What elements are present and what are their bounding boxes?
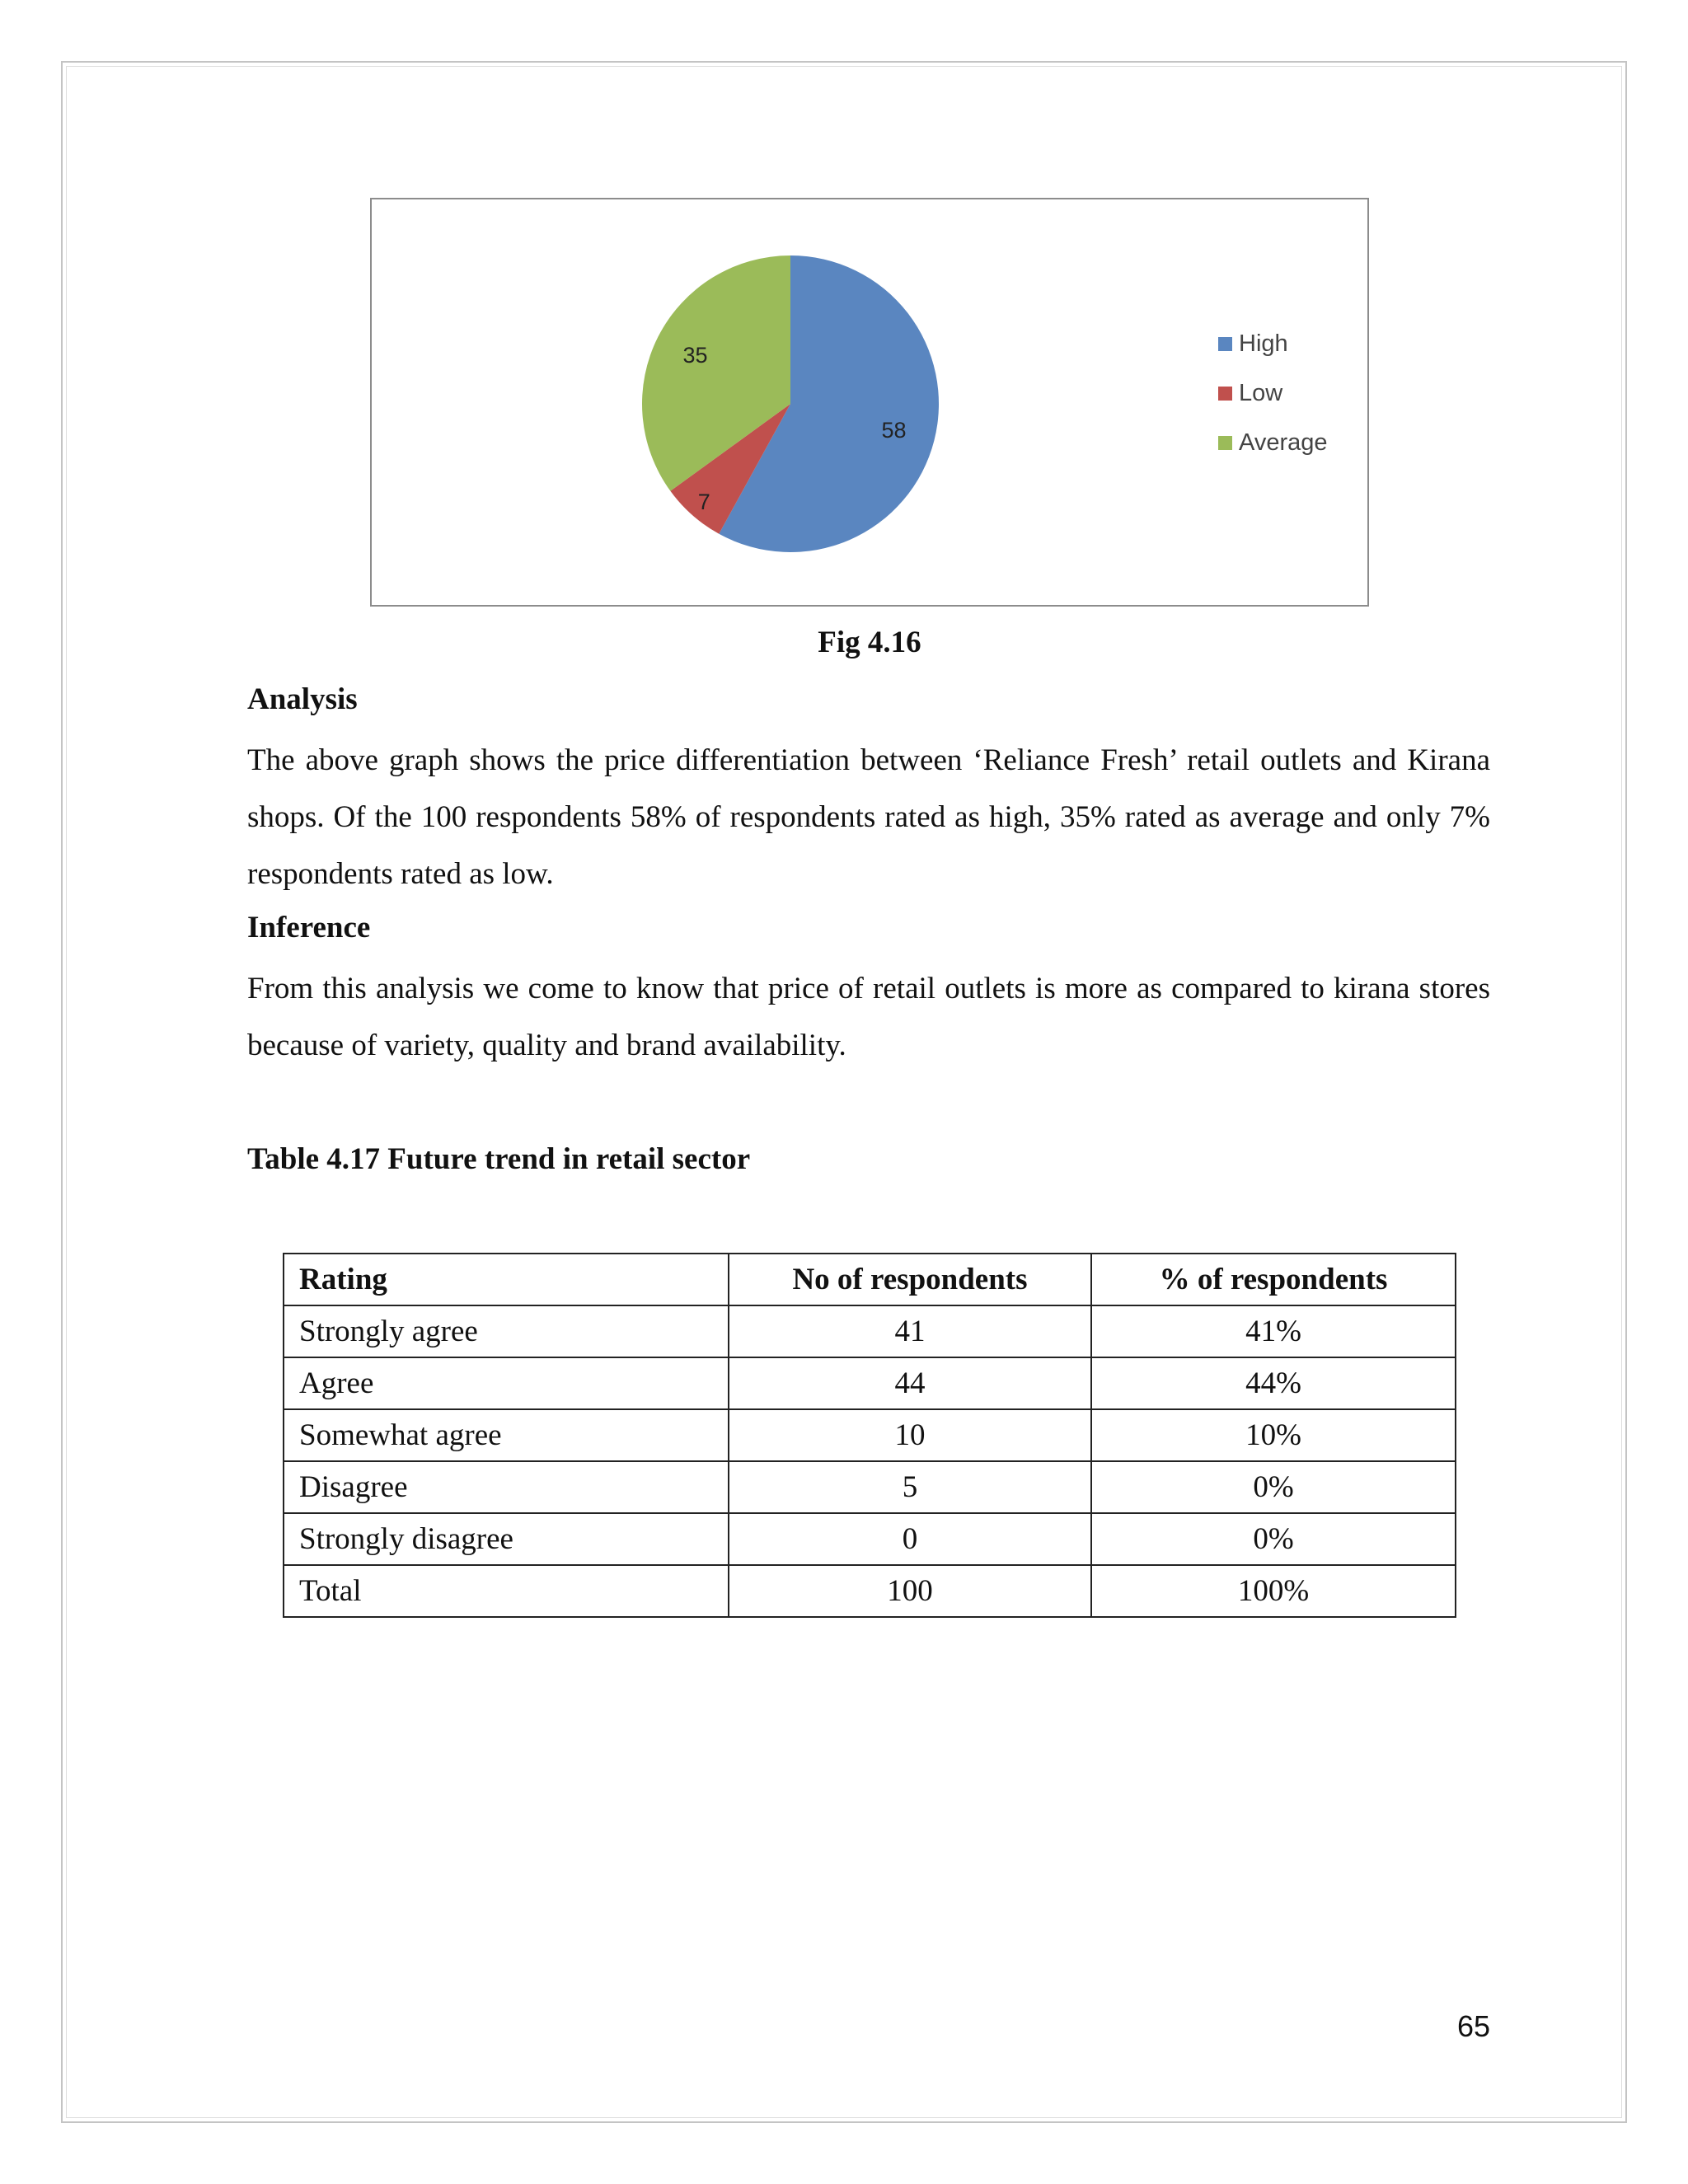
chart-legend bbox=[1218, 331, 1328, 480]
legend-swatch-high bbox=[1218, 337, 1232, 351]
pie-label-low: 7 bbox=[697, 489, 710, 514]
cell-percent: 0% bbox=[1091, 1461, 1456, 1513]
figure-caption: Fig 4.16 bbox=[818, 626, 921, 659]
cell-percent: 100% bbox=[1091, 1565, 1456, 1617]
legend-swatch-average bbox=[1218, 436, 1232, 450]
legend-label-low: Low bbox=[1239, 379, 1283, 406]
pie-label-average: 35 bbox=[682, 343, 708, 368]
cell-percent: 10% bbox=[1091, 1409, 1456, 1461]
legend-swatch-low bbox=[1218, 387, 1232, 401]
table-row bbox=[284, 1409, 1456, 1461]
legend-item-high bbox=[1218, 331, 1328, 356]
pie-label-high: 58 bbox=[881, 418, 907, 443]
page-number: 65 bbox=[1457, 2009, 1491, 2043]
cell-rating: Strongly disagree bbox=[284, 1513, 729, 1565]
table-row bbox=[284, 1305, 1456, 1357]
cell-percent: 0% bbox=[1091, 1513, 1456, 1565]
cell-rating: Total bbox=[284, 1565, 729, 1617]
table-row bbox=[284, 1513, 1456, 1565]
table-row bbox=[284, 1357, 1456, 1409]
inference-heading: Inference bbox=[247, 911, 371, 944]
header-percent-of-respondents: % of respondents bbox=[1091, 1254, 1456, 1305]
inference-paragraph: From this analysis we come to know that price of retail outlets is more as compared to kirana stores because of variety, quality and brand availability. bbox=[247, 972, 1490, 1062]
pie-chart bbox=[370, 198, 1369, 607]
legend-item-average bbox=[1218, 430, 1328, 455]
cell-count: 44 bbox=[729, 1357, 1091, 1409]
table-title: Table 4.17 Future trend in retail sector bbox=[247, 1142, 751, 1176]
table-header-row bbox=[284, 1254, 1456, 1305]
header-rating: Rating bbox=[284, 1254, 729, 1305]
table-row bbox=[284, 1565, 1456, 1617]
cell-count: 41 bbox=[729, 1305, 1091, 1357]
cell-rating: Disagree bbox=[284, 1461, 729, 1513]
cell-percent: 41% bbox=[1091, 1305, 1456, 1357]
cell-count: 0 bbox=[729, 1513, 1091, 1565]
cell-count: 10 bbox=[729, 1409, 1091, 1461]
analysis-heading: Analysis bbox=[247, 682, 358, 716]
legend-label-high: High bbox=[1239, 330, 1288, 357]
header-no-of-respondents: No of respondents bbox=[729, 1254, 1091, 1305]
cell-count: 100 bbox=[729, 1565, 1091, 1617]
legend-item-low bbox=[1218, 381, 1328, 405]
table-row bbox=[284, 1461, 1456, 1513]
cell-percent: 44% bbox=[1091, 1357, 1456, 1409]
cell-rating: Agree bbox=[284, 1357, 729, 1409]
cell-count: 5 bbox=[729, 1461, 1091, 1513]
cell-rating: Somewhat agree bbox=[284, 1409, 729, 1461]
cell-rating: Strongly agree bbox=[284, 1305, 729, 1357]
survey-table bbox=[283, 1253, 1456, 1618]
legend-label-average: Average bbox=[1239, 429, 1328, 456]
analysis-paragraph: The above graph shows the price differentiation between ‘Reliance Fresh’ retail outlets and Kirana shops. Of the 100 respondents 58% of respondents rated as high, 35% rated as average and only 7% respondents rated as low. bbox=[247, 743, 1490, 891]
